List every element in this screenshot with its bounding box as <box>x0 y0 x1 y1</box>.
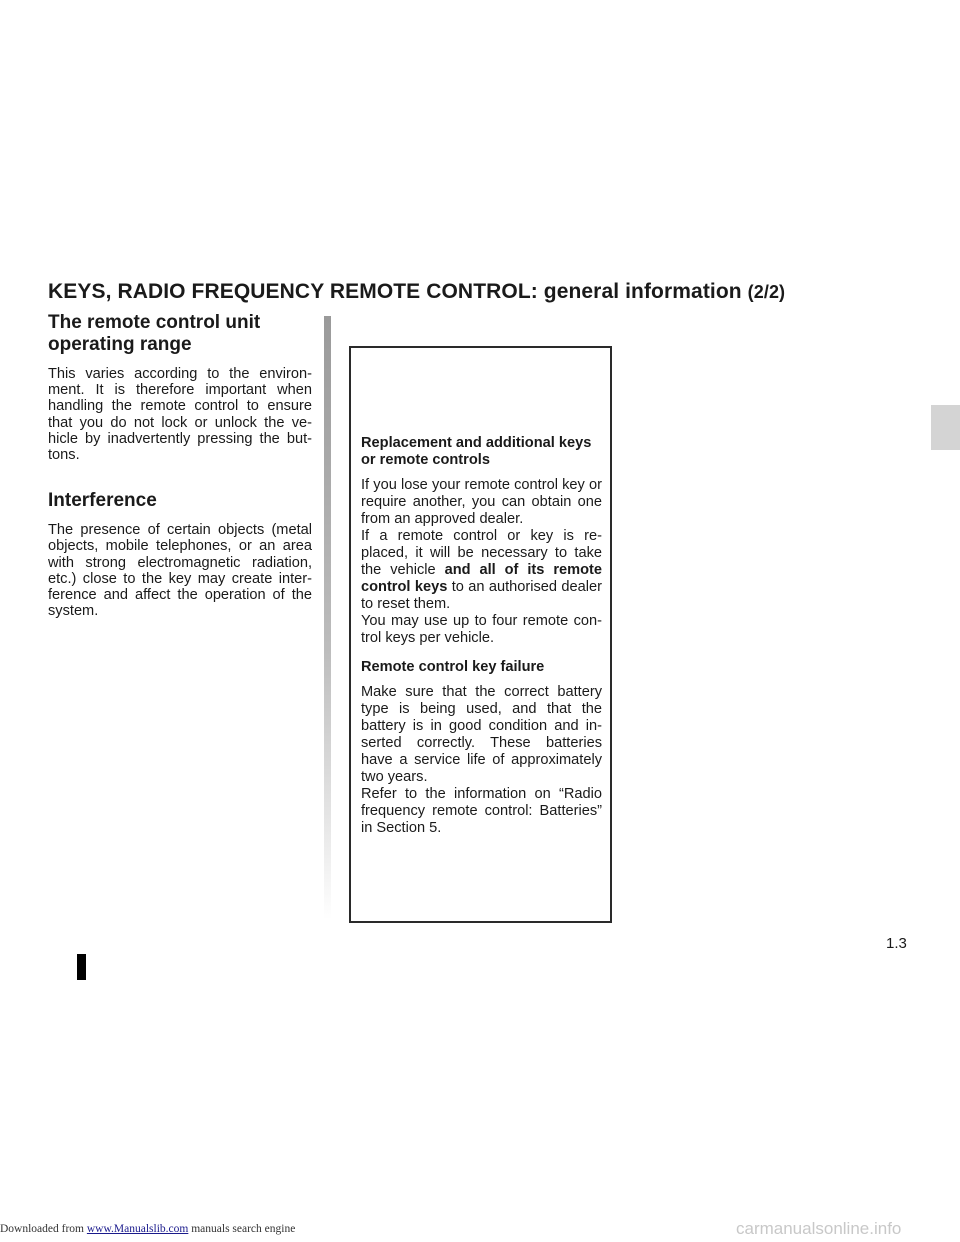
note-battery-text: Make sure that the correct battery type is being used, and that the battery is in good condition and in- serted correctly. These batteries have a service life of approximately two years. <box>361 684 602 785</box>
download-footer <box>0 1223 295 1235</box>
download-suffix: manuals search engine <box>191 1223 296 1235</box>
section-thumb-tab <box>931 405 960 450</box>
watermark: carmanualsonline.info <box>736 1219 902 1238</box>
manualslib-link[interactable]: www.Manualslib.com <box>86 1223 189 1235</box>
section-title-operating-range: The remote control unit operating range <box>48 312 261 355</box>
section-body-interference: The presence of certain objects (metal objects, mobile telephones, or an area with strong electromagnetic radiation, etc.) close to the key may create inter- ference and affect the operation of the system. <box>48 522 312 620</box>
note-box <box>349 346 612 923</box>
note-content <box>361 435 602 837</box>
page-number: 1.3 <box>886 935 907 952</box>
download-prefix: Downloaded from <box>0 1223 84 1235</box>
section-body-operating-range: This varies according to the environ- ment. It is therefore important when handling the remote control to ensure that you do not lock or unlock the ve- hicle by inadvertently pressing the but- tons. <box>48 366 312 464</box>
note-max-keys-text: You may use up to four remote con- trol keys per vehicle. <box>361 613 602 646</box>
page-part-indicator: (2/2) <box>747 282 786 302</box>
note-lost-key-text: If you lose your remote control key or require another, you can obtain one from an approved dealer. <box>361 477 602 527</box>
section-title-interference: Interference <box>48 490 157 512</box>
column-divider <box>324 316 331 920</box>
page-title <box>48 280 785 304</box>
print-mark <box>77 954 86 980</box>
left-column <box>48 312 312 619</box>
note-heading-replacement: Replacement and additional keys or remote controls <box>361 435 592 468</box>
note-refer-text: Refer to the information on “Radio frequency remote control: Batteries” in Section 5. <box>361 786 602 836</box>
note-paragraph-battery <box>361 684 602 837</box>
note-replace-bold: and all of its remote control keys <box>361 562 602 595</box>
note-replace-end: to an authorised dealer to reset them. <box>361 579 602 612</box>
note-paragraph-lost-key <box>361 477 602 647</box>
note-replace-text: If a remote control or key is re- placed, it will be necessary to take the vehicle <box>361 528 602 578</box>
note-heading-failure: Remote control key failure <box>361 659 545 675</box>
page-title-text: KEYS, RADIO FREQUENCY REMOTE CONTROL: general information <box>48 280 742 303</box>
